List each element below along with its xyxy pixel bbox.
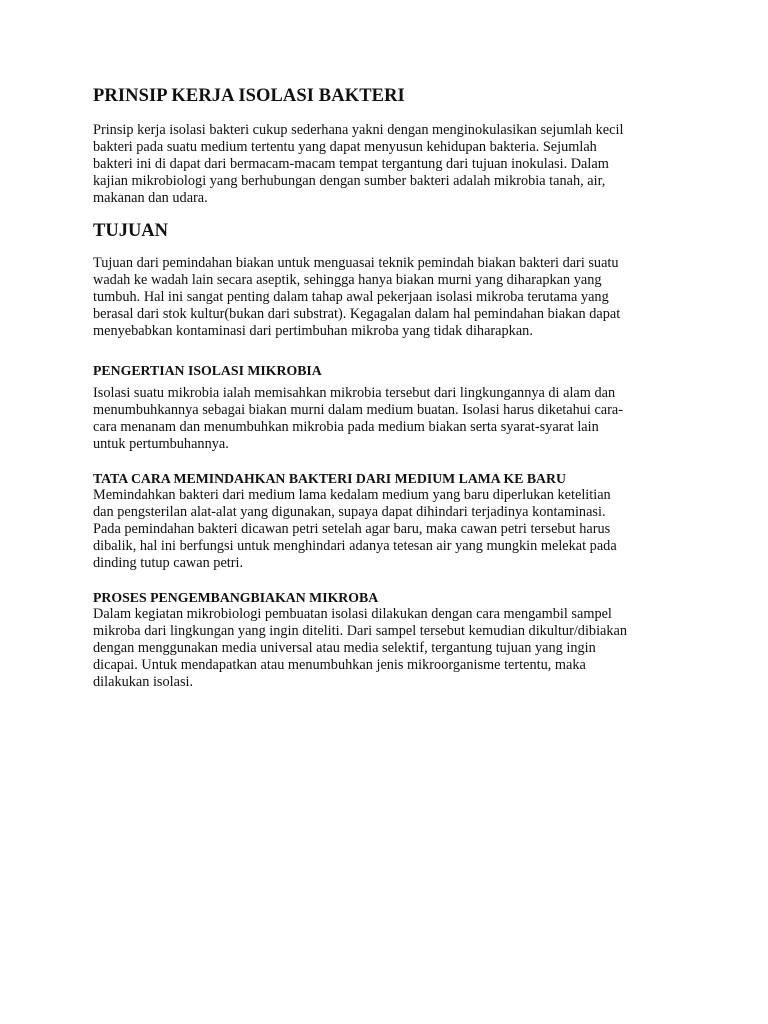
section-prinsip-kerja (93, 84, 683, 207)
section-heading: PENGERTIAN ISOLASI MIKROBIA (93, 363, 322, 378)
paragraph-line: dibalik, hal ini berfungsi untuk menghindari adanya tetesan air yang mungkin melekat pada (93, 538, 617, 554)
paragraph-line: kajian mikrobiologi yang berhubungan dengan sumber bakteri adalah mikrobia tanah, air, (93, 173, 606, 189)
document-page (93, 84, 683, 691)
paragraph-line: bakteri ini di dapat dari bermacam-macam tempat tergantung dari tujuan inokulasi. Dalam (93, 156, 609, 172)
paragraph (93, 122, 683, 207)
section-heading: PROSES PENGEMBANGBIAKAN MIKROBA (93, 590, 379, 605)
paragraph-line: menumbuhkannya sebagai biakan murni dalam medium buatan. Isolasi harus diketahui cara- (93, 402, 624, 418)
paragraph-line: dengan menggunakan media universal atau media selektif, tergantung tujuan yang ingin (93, 640, 596, 656)
paragraph-line: Pada pemindahan bakteri dicawan petri setelah agar baru, maka cawan petri tersebut harus (93, 521, 611, 537)
paragraph (93, 487, 683, 572)
paragraph-line: dilakukan isolasi. (93, 674, 194, 690)
paragraph-line: menyebabkan kontaminasi dari pertimbuhan mikroba yang tidak diharapkan. (93, 323, 533, 339)
paragraph (93, 255, 683, 340)
section-heading: TUJUAN (93, 221, 169, 241)
section-heading: PRINSIP KERJA ISOLASI BAKTERI (93, 86, 405, 106)
paragraph-line: cara menanam dan menumbuhkan mikrobia pada medium biakan serta syarat-syarat lain (93, 419, 599, 435)
paragraph-line: tumbuh. Hal ini sangat penting dalam tahap awal pekerjaan isolasi mikroba terutama yang (93, 289, 609, 305)
section-proses-pengembangbiakan (93, 589, 683, 691)
paragraph (93, 385, 683, 453)
section-tujuan (93, 219, 683, 340)
paragraph-line: Prinsip kerja isolasi bakteri cukup sederhana yakni dengan menginokulasikan sejumlah kecil (93, 122, 624, 138)
section-pengertian-isolasi (93, 362, 683, 453)
section-heading: TATA CARA MEMINDAHKAN BAKTERI DARI MEDIUM LAMA KE BARU (93, 471, 566, 486)
paragraph-line: bakteri pada suatu medium tertentu yang dapat menyusun kehidupan bakteria. Sejumlah (93, 139, 597, 155)
paragraph-line: makanan dan udara. (93, 190, 208, 206)
paragraph-line: dan pengsterilan alat-alat yang digunakan, supaya dapat dihindari terjadinya kontaminasi. (93, 504, 606, 520)
paragraph-line: Tujuan dari pemindahan biakan untuk menguasai teknik pemindah biakan bakteri dari suatu (93, 255, 619, 271)
paragraph-line: untuk pertumbuhannya. (93, 436, 229, 452)
paragraph-line: wadah ke wadah lain secara aseptik, sehingga hanya biakan murni yang diharapkan yang (93, 272, 602, 288)
paragraph-line: Isolasi suatu mikrobia ialah memisahkan mikrobia tersebut dari lingkungannya di alam dan (93, 385, 616, 401)
paragraph (93, 606, 683, 691)
paragraph-line: dicapai. Untuk mendapatkan atau menumbuhkan jenis mikroorganisme tertentu, maka (93, 657, 586, 673)
paragraph-line: dinding tutup cawan petri. (93, 555, 244, 571)
section-tata-cara (93, 470, 683, 572)
paragraph-line: Dalam kegiatan mikrobiologi pembuatan isolasi dilakukan dengan cara mengambil sampel (93, 606, 612, 622)
paragraph-line: Memindahkan bakteri dari medium lama kedalam medium yang baru diperlukan ketelitian (93, 487, 611, 503)
paragraph-line: mikroba dari lingkungan yang ingin diteliti. Dari sampel tersebut kemudian dikultur/dibiakan (93, 623, 628, 639)
paragraph-line: berasal dari stok kultur(bukan dari substrat). Kegagalan dalam hal pemindahan biakan dapat (93, 306, 621, 322)
